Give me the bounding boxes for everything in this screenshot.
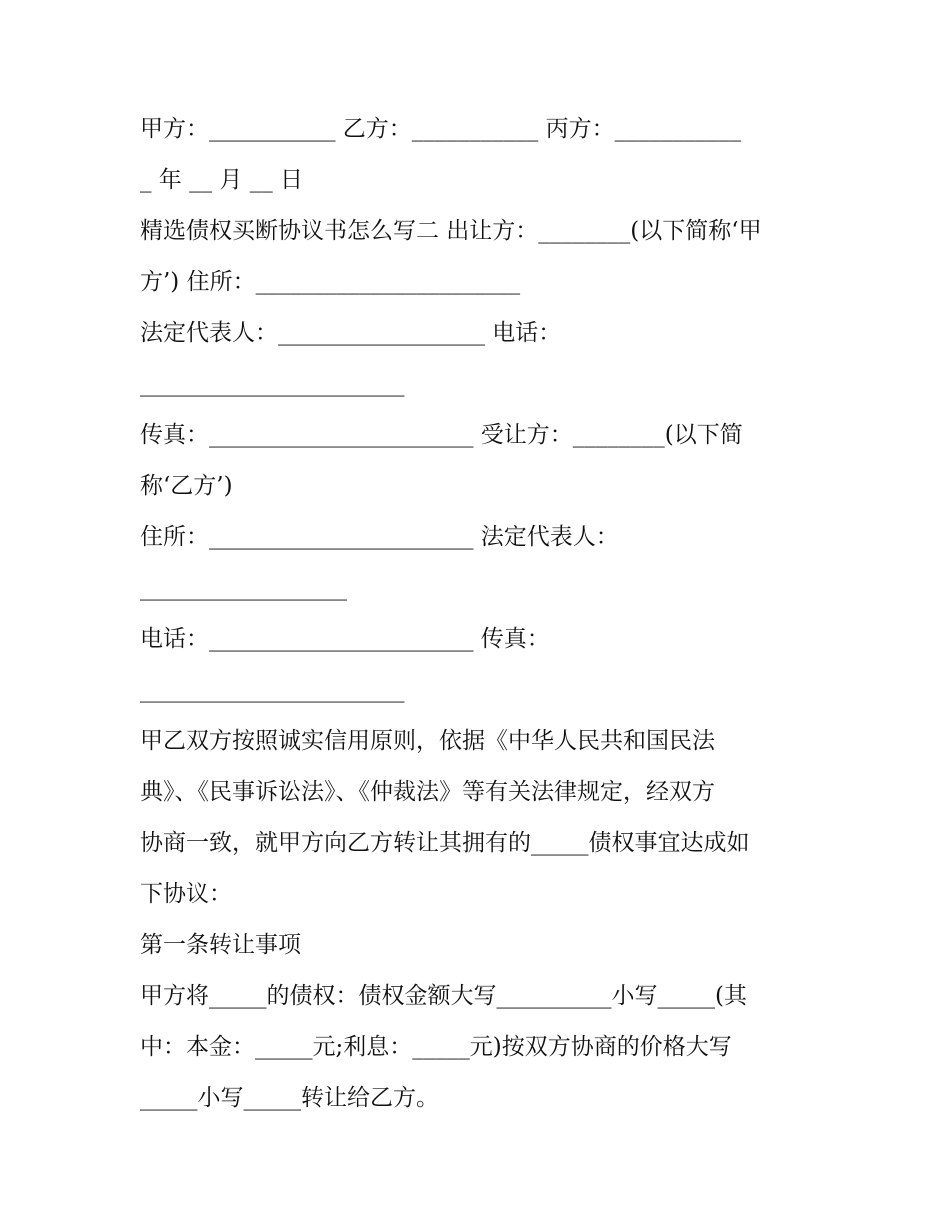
party-a-phone-blank-line: _______________________ <box>140 371 405 397</box>
party-b-fax-blank-line: _______________________ <box>140 677 405 703</box>
party-a-representative-line: 法定代表人：__________________ 电话： <box>140 320 562 346</box>
preamble-line-3: 协商一致，就甲方向乙方转让其拥有的_____债权事宜达成如 <box>140 830 750 856</box>
party-a-address-line: 方’) 住所：_______________________ <box>140 269 521 295</box>
date-line: _ 年 __ 月 __ 日 <box>140 167 304 193</box>
party-b-phone-fax-line: 电话：_______________________ 传真： <box>140 626 550 652</box>
preamble-line-1: 甲乙双方按照诚实信用原则，依据《中华人民共和国民法 <box>140 728 715 754</box>
article-one-line-3: _____小写_____转让给乙方。 <box>140 1085 439 1111</box>
agreement-heading-line: 精选债权买断协议书怎么写二 出让方：________(以下简称‘甲 <box>140 218 762 244</box>
party-b-abbreviation-line: 称‘乙方’) <box>140 473 233 499</box>
party-b-representative-blank-line: __________________ <box>140 575 347 601</box>
party-a-fax-transferee-line: 传真：_______________________ 受让方：________(以下简 <box>140 422 743 448</box>
preamble-line-4: 下协议： <box>140 881 232 907</box>
preamble-line-2: 典》、《民事诉讼法》、《仲裁法》等有关法律规定，经双方 <box>140 779 715 805</box>
article-one-line-1: 甲方将_____的债权：债权金额大写__________小写_____(其 <box>140 983 747 1009</box>
article-one-heading: 第一条转让事项 <box>140 932 301 958</box>
party-b-address-line: 住所：_______________________ 法定代表人： <box>140 524 619 550</box>
party-line: 甲方：___________ 乙方：___________ 丙方：___________ <box>140 116 742 142</box>
document-body <box>140 104 820 1124</box>
article-one-line-2: 中：本金：_____元;利息：_____元)按双方协商的价格大写 <box>140 1034 732 1060</box>
